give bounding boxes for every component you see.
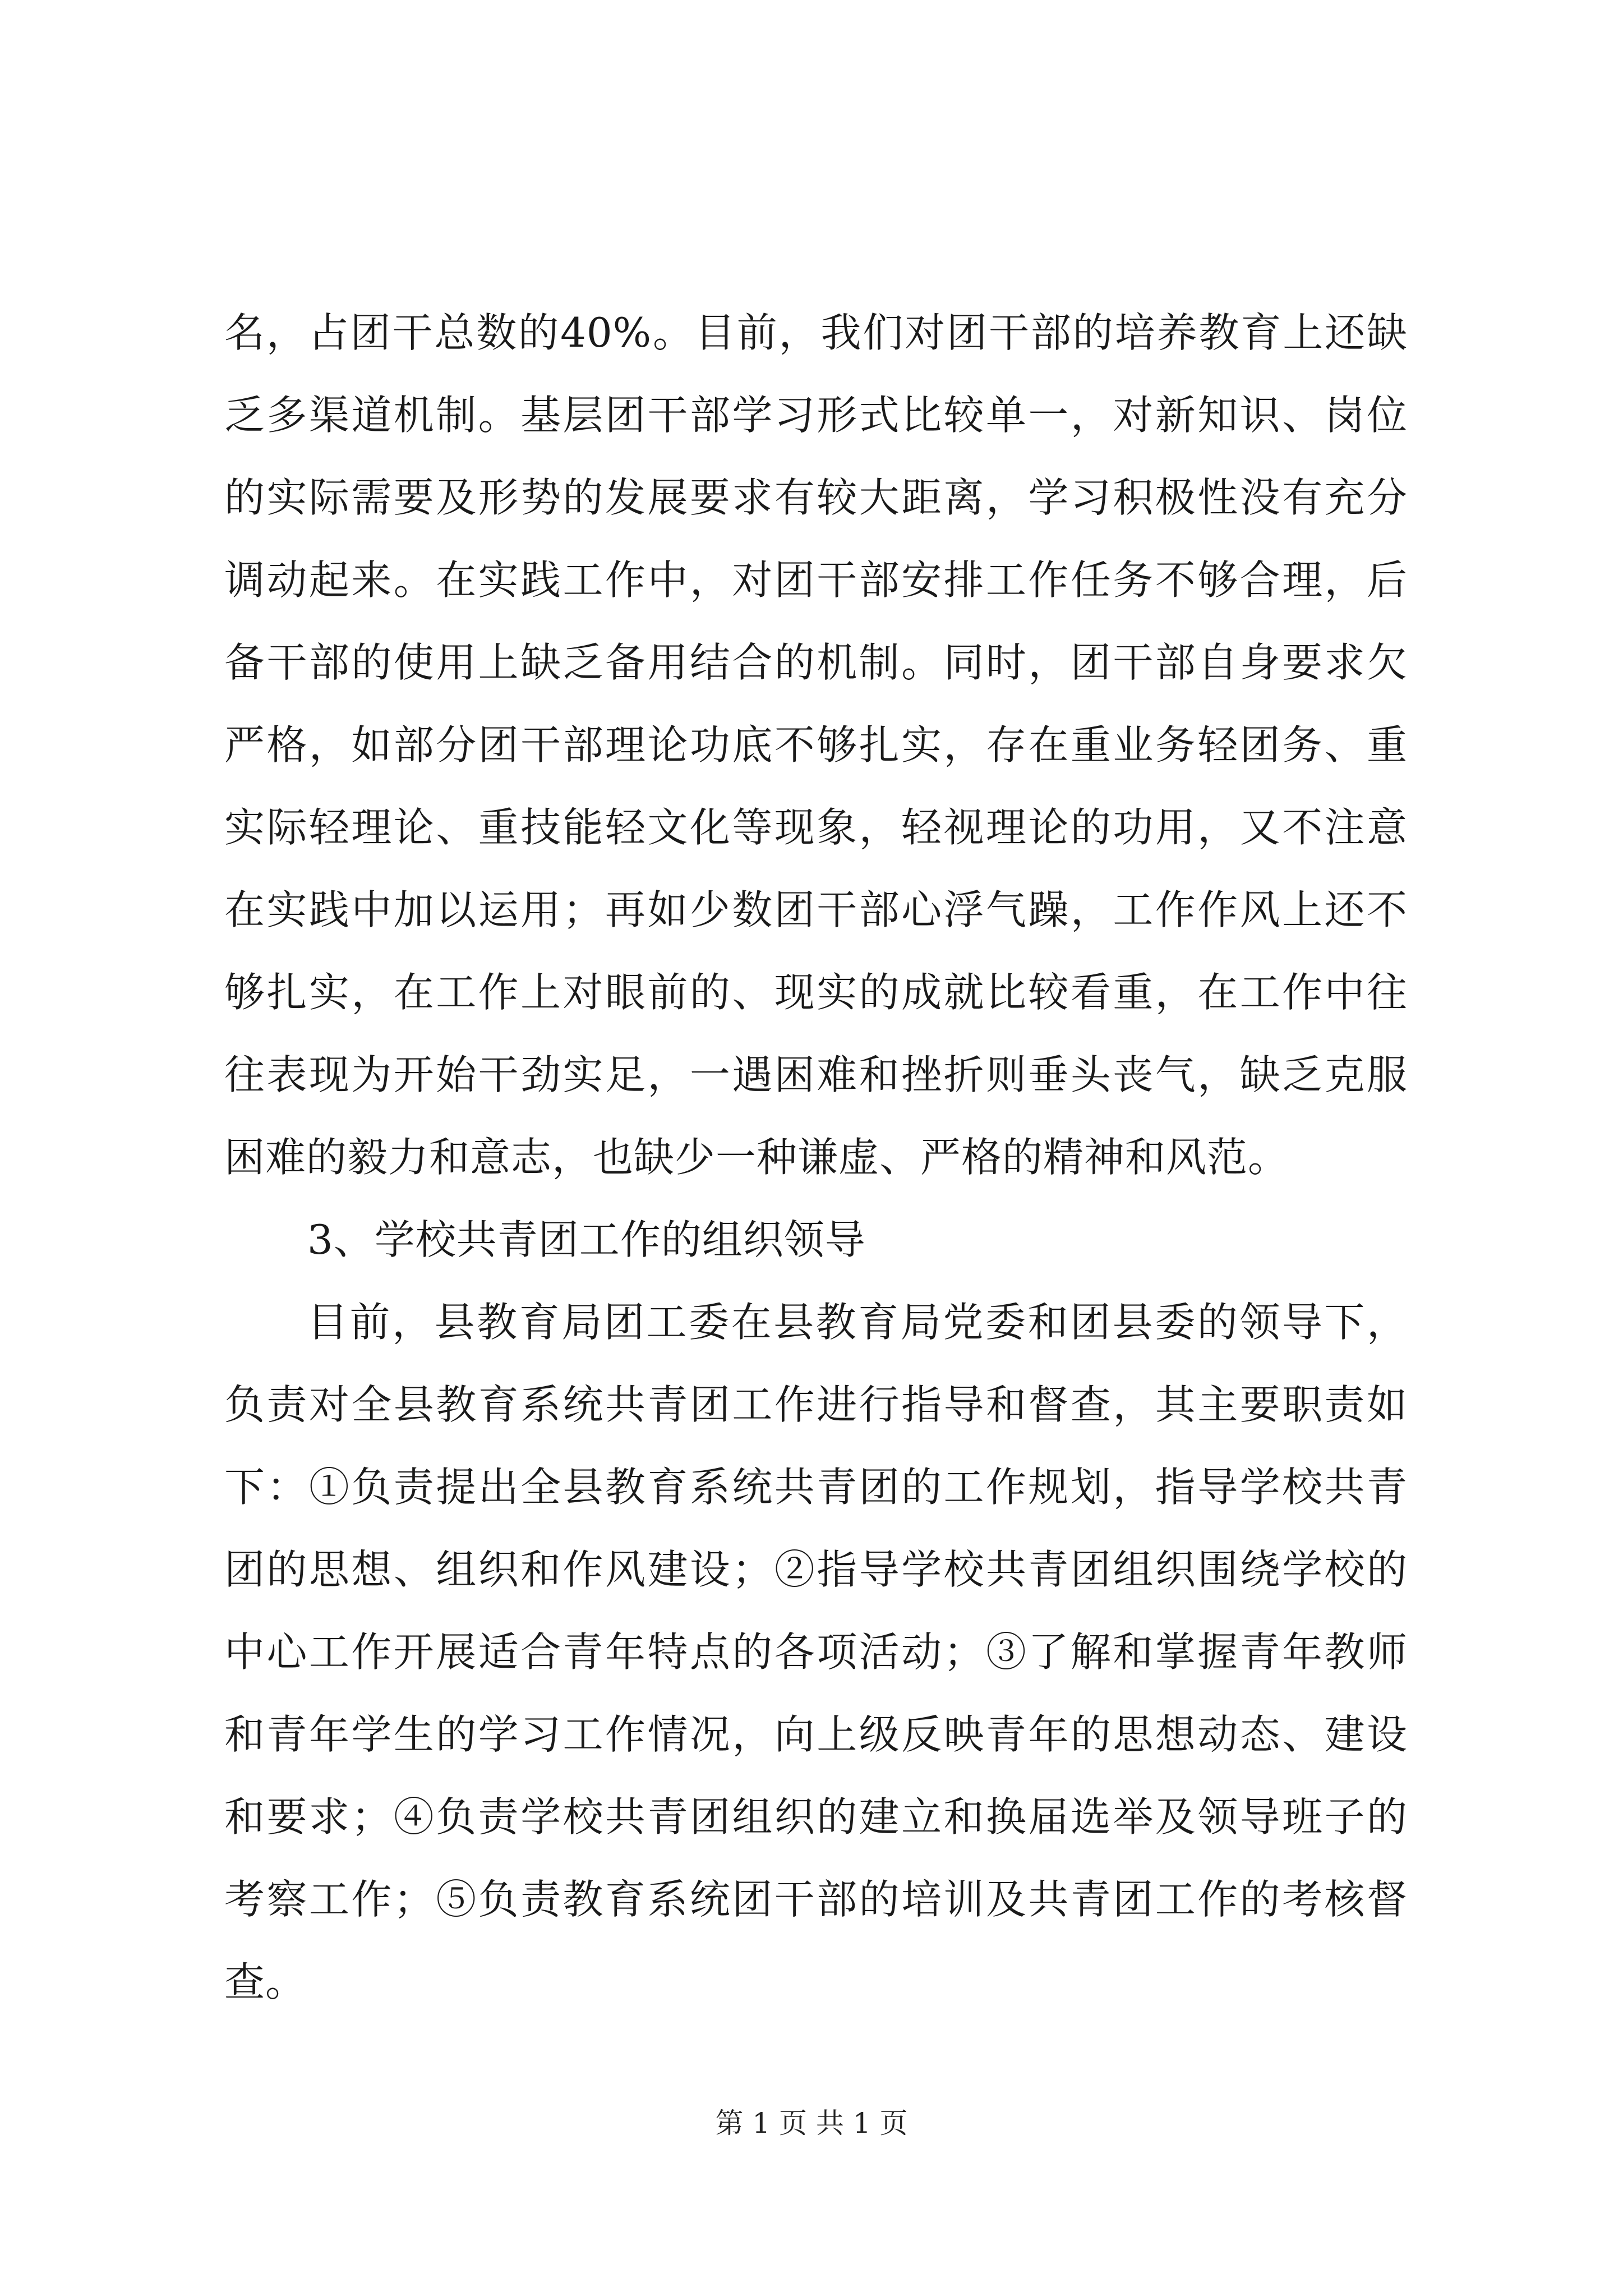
text-line: 够扎实，在工作上对眼前的、现实的成就比较看重，在工作中往 (224, 969, 1408, 1016)
text-line: 严格，如部分团干部理论功底不够扎实，存在重业务轻团务、重 (224, 721, 1408, 769)
text-line: 中心工作开展适合青年特点的各项活动；③了解和掌握青年教师 (224, 1628, 1408, 1676)
text-line: 名，占团干总数的40%。目前，我们对团干部的培养教育上还缺 (224, 309, 1408, 356)
text-line: 的实际需要及形势的发展要求有较大距离，学习积极性没有充分 (224, 474, 1408, 521)
text-line: 团的思想、组织和作风建设；②指导学校共青团组织围绕学校的 (224, 1546, 1408, 1593)
text-line: 实际轻理论、重技能轻文化等现象，轻视理论的功用，又不注意 (224, 804, 1408, 851)
text-line: 困难的毅力和意志，也缺少一种谦虚、严格的精神和风范。 (224, 1134, 1289, 1181)
text-line: 在实践中加以运用；再如少数团干部心浮气躁，工作作风上还不 (224, 886, 1408, 933)
text-line: 下：①负责提出全县教育系统共青团的工作规划，指导学校共青 (224, 1464, 1408, 1511)
paragraph-organization-duties (224, 1281, 1408, 2023)
text-line: 考察工作；⑤负责教育系统团干部的培训及共青团工作的考核督 (224, 1876, 1408, 1923)
section-heading: 3、学校共青团工作的组织领导 (307, 1216, 866, 1263)
text-line: 目前，县教育局团工委在县教育局党委和团县委的领导下， (307, 1299, 1408, 1346)
text-line: 负责对全县教育系统共青团工作进行指导和督查，其主要职责如 (224, 1381, 1408, 1428)
page-footer: 第 1 页 共 1 页 (715, 2107, 908, 2139)
paragraph-cadre-training (224, 292, 1408, 1199)
text-line: 和青年学生的学习工作情况，向上级反映青年的思想动态、建设 (224, 1711, 1408, 1758)
text-line: 查。 (224, 1958, 307, 2005)
text-line: 往表现为开始干劲实足，一遇困难和挫折则垂头丧气，缺乏克服 (224, 1051, 1408, 1098)
text-line: 备干部的使用上缺乏备用结合的机制。同时，团干部自身要求欠 (224, 639, 1408, 686)
text-line: 和要求；④负责学校共青团组织的建立和换届选举及领导班子的 (224, 1793, 1408, 1841)
text-line: 乏多渠道机制。基层团干部学习形式比较单一，对新知识、岗位 (224, 392, 1408, 439)
document-body (224, 292, 1408, 2023)
text-line: 调动起来。在实践工作中，对团干部安排工作任务不够合理，后 (224, 556, 1408, 604)
